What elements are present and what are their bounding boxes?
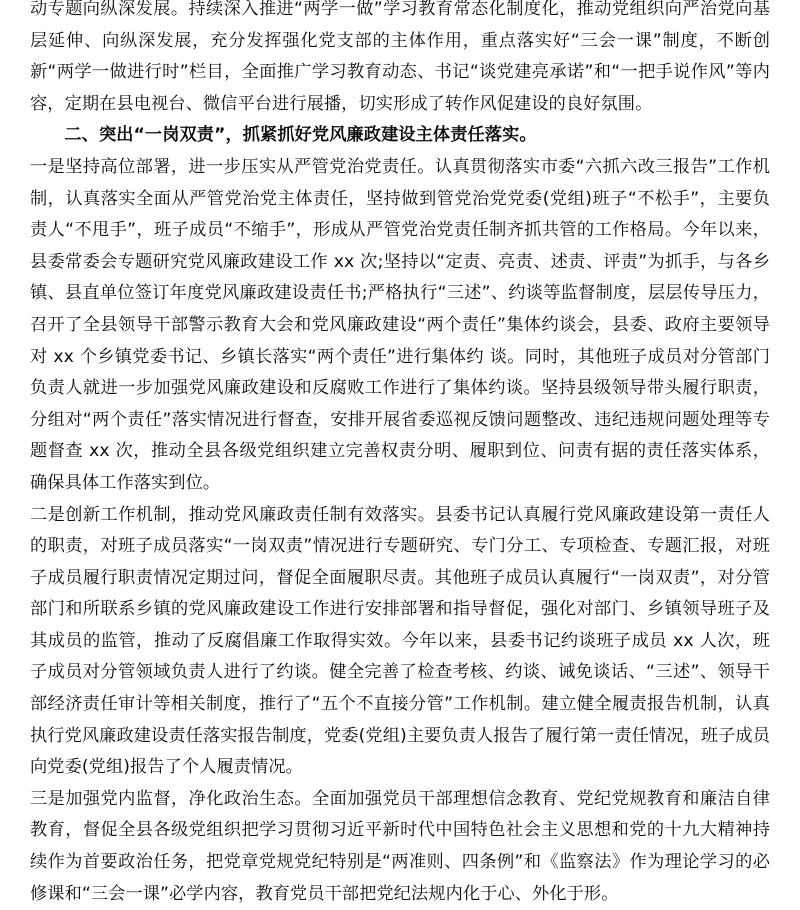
paragraph-intro: 动专题向纵深发展。持续深入推进“两学一做”学习教育常态化制度化，推动党组织向严治党向基层延伸、向纵深发展，充分发挥强化党支部的主体作用，重点落实好“三会一课”制度，不断创新“两学一做进行时”栏目，全面推广学习教育动态、书记“谈党建亮承诺”和“一把手说作风”等内容，定期在县电视台、微信平台进行展播，切实形成了转作风促建设的良好氛围。 bbox=[30, 0, 770, 114]
paragraph-point-three: 三是加强党内监督，净化政治生态。全面加强党员干部理想信念教育、党纪党规教育和廉洁自律教育，督促全县各级党组织把学习贯彻习近平新时代中国特色社会主义思想和党的十九大精神持续作为首要政治任务，把党章党规党纪特别是“两准则、四条例”和《监察法》作为理论学习的必修课和“三会一课”必学内容，教育党员干部把党纪法规内化于心、外化于形。 bbox=[30, 788, 770, 904]
section-heading-two: 二、突出“一岗双责”，抓紧抓好党风廉政建设主体责任落实。 bbox=[64, 125, 537, 146]
document-body bbox=[30, 0, 770, 910]
paragraph-point-two: 二是创新工作机制，推动党风廉政责任制有效落实。县委书记认真履行党风廉政建设第一责任人的职责，对班子成员落实“一岗双责”情况进行专题研究、专门分工、专项检查、专题汇报，对班子成员履行职责情况定期过问，督促全面履职尽责。其他班子成员认真履行“一岗双责”，对分管部门和所联系乡镇的党风廉政建设工作进行安排部署和指导督促，强化对部门、乡镇领导班子及其成员的监管，推动了反腐倡廉工作取得实效。今年以来，县委书记约谈班子成员 xx 人次，班子成员对分管领域负责人进行了约谈。健全完善了检查考核、约谈、诫免谈话、“三述”、领导干部经济责任审计等相关制度，推行了“五个不直接分管”工作机制。建立健全履责报告机制，认真执行党风廉政建设责任落实报告制度，党委(党组)主要负责人报告了履行第一责任情况，班子成员向党委(党组)报告了个人履责情况。 bbox=[30, 504, 770, 778]
paragraph-point-one: 一是坚持高位部署，进一步压实从严管党治党责任。认真贯彻落实市委“六抓六改三报告”工作机制，认真落实全面从严管党治党主体责任，坚持做到管党治党党委(党组)班子“不松手”，主要负责人“不甩手”，班子成员“不缩手”，形成从严管党治党责任制齐抓共管的工作格局。今年以来，县委常委会专题研究党风廉政建设工作 xx 次;坚持以“定责、亮责、述责、评责”为抓手，与各乡镇、县直单位签订年度党风廉政建设责任书;严格执行“三述”、约谈等监督制度，层层传导压力，召开了全县领导干部警示教育大会和党风廉政建设“两个责任”集体约谈会，县委、政府主要领导对 xx 个乡镇党委书记、乡镇长落实“两个责任”进行集体约 谈。同时，其他班子成员对分管部门负责人就进一步加强党风廉政建设和反腐败工作进行了集体约谈。坚持县级领导带头履行职责，分组对“两个责任”落实情况进行督查，安排开展省委巡视反馈问题整改、违纪违规问题处理等专题督查 xx 次，推动全县各级党组织建立完善权责分明、履职到位、问责有据的责任落实体系，确保具体工作落实到位。 bbox=[30, 156, 770, 493]
